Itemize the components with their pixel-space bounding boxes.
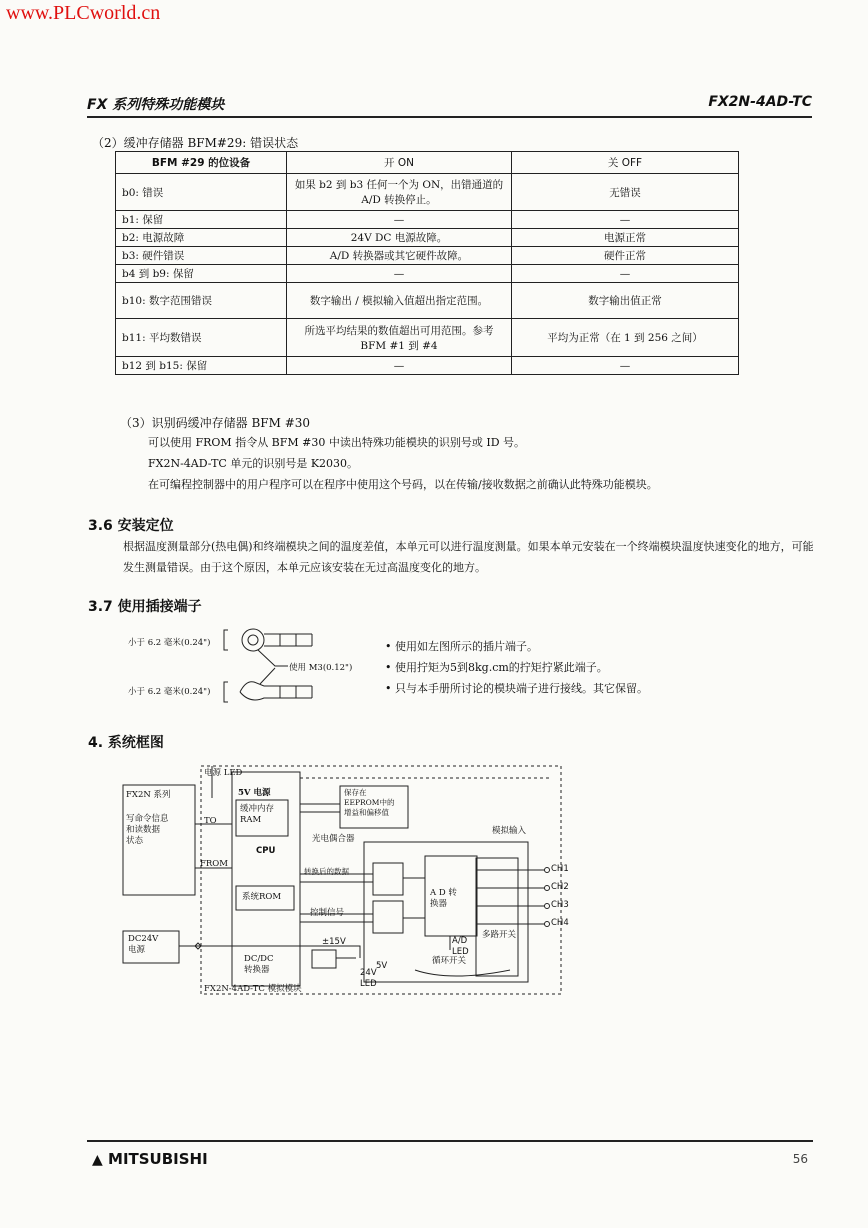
write-read-label: 写命令信息 和读数据 状态	[126, 814, 169, 846]
mitsubishi-logo	[92, 1150, 208, 1168]
screw-size-label: 使用 M3(0.12")	[289, 663, 353, 673]
table-row	[116, 229, 739, 247]
table-row	[116, 357, 739, 375]
terminal-size-label-top: 小于 6.2 毫米(0.24")	[128, 638, 211, 648]
section-2-title: （2）缓冲存储器 BFM#29: 错误状态	[92, 136, 299, 150]
section-3-body	[148, 432, 658, 495]
table-cell: A/D 转换器或其它硬件故障。	[287, 247, 512, 265]
table-cell: b3: 硬件错误	[116, 247, 287, 265]
table-cell: 无错误	[512, 174, 739, 211]
table-cell: —	[512, 265, 739, 283]
table-row	[116, 265, 739, 283]
crimp-terminal-drawing	[220, 624, 330, 714]
paragraph-line: 在可编程控制器中的用户程序可以在程序中使用这个号码，以在传输/接收数据之前确认此特殊功能模块。	[148, 478, 658, 491]
paragraph-line: FX2N-4AD-TC 单元的识别号是 K2030。	[148, 457, 359, 470]
list-item: • 使用如左图所示的插片端子。	[385, 636, 648, 657]
pm15v-label: ±15V	[322, 937, 346, 947]
table-cell: 硬件正常	[512, 247, 739, 265]
table-row	[116, 283, 739, 319]
table-cell: —	[287, 265, 512, 283]
optocoupler-label: 光电偶合器	[312, 834, 355, 844]
module-name-label: FX2N-4AD-TC 模拟模块	[204, 984, 302, 994]
5v-output-label: 5V	[376, 961, 388, 971]
table-row	[116, 319, 739, 357]
converted-data-label: 转换后的数据	[304, 867, 349, 876]
ch3-label: CH3	[551, 900, 569, 910]
to-label: TO	[204, 816, 217, 826]
bfm29-table	[115, 151, 739, 375]
logo-text: MITSUBISHI	[108, 1150, 208, 1168]
section-3-7-heading: 3.7 使用插接端子	[88, 599, 202, 615]
table-cell: 电源正常	[512, 229, 739, 247]
dcdc-converter-label: DC/DC 转换器	[244, 954, 274, 975]
table-cell: 所选平均结果的数值超出可用范围。参考 BFM #1 到 #4	[287, 319, 512, 357]
column-header: 关 OFF	[512, 152, 739, 174]
control-signal-label: 控制信号	[310, 908, 345, 918]
fx2n-series-label: FX2N 系列	[126, 790, 171, 800]
table-cell: 数字输出 / 模拟输入值超出指定范围。	[287, 283, 512, 319]
table-cell: b4 到 b9: 保留	[116, 265, 287, 283]
header-title: FX 系列特殊功能模块	[87, 97, 225, 113]
eeprom-label: 保存在 EEPROM中的 增益和偏移值	[344, 788, 395, 817]
table-cell: —	[512, 357, 739, 375]
ad-converter-label: A D 转 换器	[430, 888, 457, 909]
table-cell: b2: 电源故障	[116, 229, 287, 247]
section-4-heading: 4. 系统框图	[88, 735, 164, 751]
ch2-label: CH2	[551, 882, 569, 892]
table-row	[116, 174, 739, 211]
header-rule	[87, 116, 812, 118]
cpu-label: CPU	[256, 846, 276, 856]
loop-switch-label: 循环开关	[432, 956, 467, 966]
table-cell: 数字输出值正常	[512, 283, 739, 319]
system-block-diagram	[120, 758, 570, 998]
table-cell: b12 到 b15: 保留	[116, 357, 287, 375]
section-3-6-heading: 3.6 安装定位	[88, 518, 174, 534]
list-item: • 只与本手册所讨论的模块端子进行接线。其它保留。	[385, 678, 648, 699]
ch1-label: CH1	[551, 864, 569, 874]
table-header-row	[116, 152, 739, 174]
paragraph-line: 可以使用 FROM 指令从 BFM #30 中读出特殊功能模块的识别号或 ID 号。	[148, 436, 526, 449]
section-3-title: （3）识别码缓冲存储器 BFM #30	[120, 416, 311, 430]
table-row	[116, 211, 739, 229]
table-cell: b0: 错误	[116, 174, 287, 211]
ch4-label: CH4	[551, 918, 569, 928]
buffer-ram-label: 缓冲内存 RAM	[240, 804, 275, 825]
page-number: 56	[792, 1152, 808, 1166]
5v-power-label: 5V 电源	[238, 788, 271, 798]
multiplexer-label: 多路开关	[482, 930, 517, 940]
table-cell: b1: 保留	[116, 211, 287, 229]
system-rom-label: 系统ROM	[242, 892, 282, 902]
power-led-label: 电源 LED	[204, 768, 243, 778]
table-cell: 如果 b2 到 b3 任何一个为 ON，出错通道的 A/D 转换停止。	[287, 174, 512, 211]
table-cell: b11: 平均数错误	[116, 319, 287, 357]
watermark: www.PLCworld.cn	[6, 2, 161, 24]
table-cell: —	[512, 211, 739, 229]
24v-led-label: 24V LED	[360, 968, 377, 989]
table-cell: 24V DC 电源故障。	[287, 229, 512, 247]
list-item: • 使用拧矩为5到8kg.cm的拧矩拧紧此端子。	[385, 657, 648, 678]
table-cell: —	[287, 357, 512, 375]
dc24v-supply-label: DC24V 电源	[128, 934, 159, 955]
analog-input-label: 模拟输入	[492, 826, 527, 836]
column-header: 开 ON	[287, 152, 512, 174]
mitsubishi-diamonds-icon: ▲	[92, 1152, 103, 1168]
ad-led-label: A/D LED	[452, 936, 469, 957]
table-cell: —	[287, 211, 512, 229]
section-3-6-text: 根据温度测量部分(热电偶)和终端模块之间的温度差值，本单元可以进行温度测量。如果本单元安装在一个终端模块温度快速变化的地方，可能发生测量错误。由于这个原因，本单元应该安装在无过高温度变化的地方。	[123, 540, 814, 574]
terminal-notes	[385, 636, 648, 699]
table-cell: 平均为正常（在 1 到 256 之间）	[512, 319, 739, 357]
footer-rule	[87, 1140, 813, 1142]
from-label: FROM	[200, 859, 228, 869]
header-model: FX2N-4AD-TC	[708, 94, 812, 110]
column-header: BFM #29 的位设备	[116, 152, 287, 174]
terminal-size-label-bottom: 小于 6.2 毫米(0.24")	[128, 687, 211, 697]
table-cell: b10: 数字范围错误	[116, 283, 287, 319]
table-row	[116, 247, 739, 265]
